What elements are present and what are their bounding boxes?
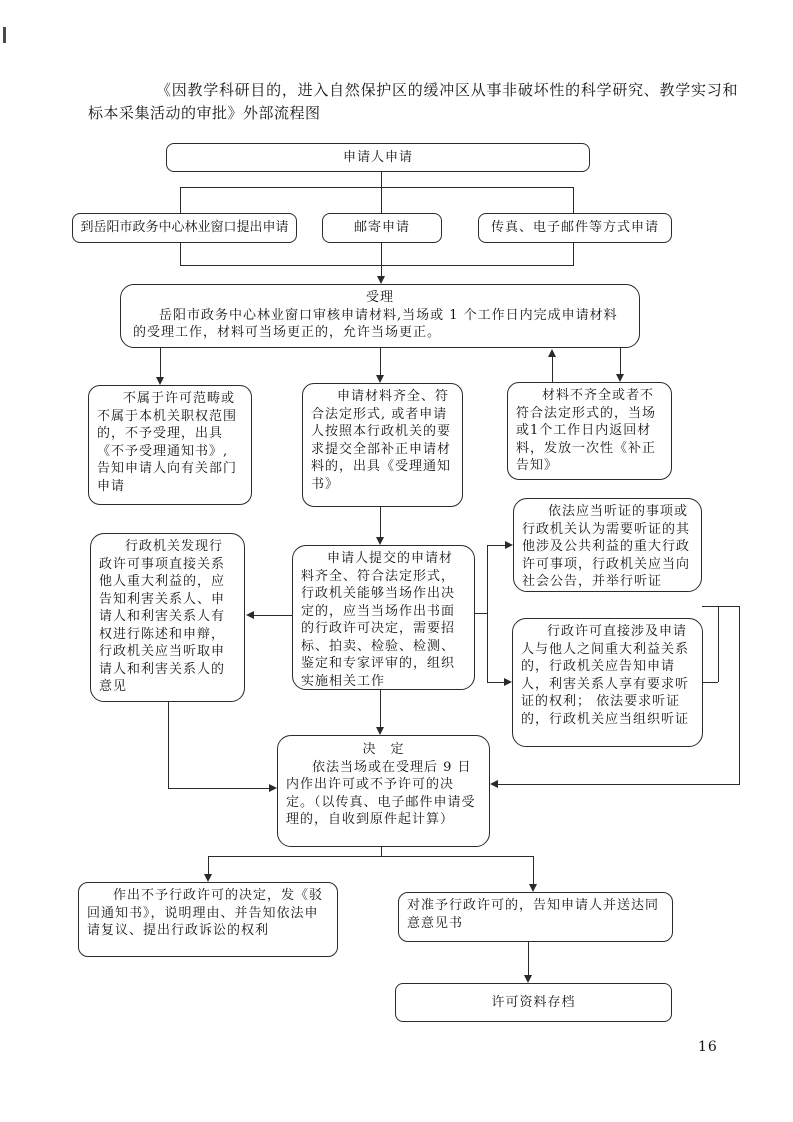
node-archive <box>395 983 672 1022</box>
connector-line <box>739 606 740 784</box>
page-number: 16 <box>698 1039 718 1055</box>
connector-line <box>253 615 292 616</box>
arrow-left-icon <box>246 611 254 619</box>
connector-line <box>487 682 505 683</box>
node-decision-title: 决 定 <box>362 742 405 757</box>
connector-line <box>703 682 718 683</box>
node-public-hearing <box>513 498 702 592</box>
connector-line <box>718 606 719 682</box>
connector-line <box>168 702 169 788</box>
node-interested-party-hearing <box>512 618 703 747</box>
arrow-down-icon <box>377 276 385 284</box>
arrow-down-icon <box>204 874 212 882</box>
arrow-down-icon <box>156 377 164 385</box>
connector-line <box>533 856 534 885</box>
node-accept <box>120 284 640 348</box>
arrow-down-icon <box>376 375 384 383</box>
arrow-right-icon <box>269 784 277 792</box>
connector-line <box>528 942 529 976</box>
node-label: 不属于许可范畴或不属于本机关职权范围的，不予受理，出具《不予受理通知书》, 告知申请人向有关部门申请 <box>97 391 238 494</box>
node-not-accepted <box>88 385 252 505</box>
connector-line <box>487 545 506 546</box>
connector-line <box>573 187 574 213</box>
node-label: 传真、电子邮件等方式申请 <box>490 220 659 236</box>
connector-line <box>381 243 382 265</box>
node-decision-body: 依法当场或在受理后 9 日内作出许可或不予许可的决定。（以传真、电子邮件申请受理的，自收到原件起计算） <box>286 759 476 827</box>
arrow-down-icon <box>376 537 384 545</box>
node-decision <box>277 735 490 847</box>
connector-line <box>381 172 382 187</box>
node-label: 申请人申请 <box>342 149 413 165</box>
node-applicant-apply <box>166 143 590 172</box>
node-label: 到岳阳市政务中心林业窗口提出申请 <box>80 220 289 236</box>
connector-line <box>380 507 381 538</box>
node-channel-fax-email <box>478 213 672 243</box>
connector-line <box>498 784 740 785</box>
node-accepted-notice <box>302 383 463 507</box>
arrow-down-icon <box>616 374 624 382</box>
node-label: 作出不予行政许可的决定，发《驳回通知书》，说明理由、并告知依法申请复议、提出行政诉讼的权利 <box>87 888 324 938</box>
node-approve-decision <box>398 892 673 942</box>
connector-line <box>160 348 161 378</box>
arrow-down-icon <box>529 884 537 892</box>
arrow-down-icon <box>376 727 384 735</box>
node-label: 材料不齐全或者不符合法定形式的，当场或1个工作日内返回材料，发放一次性《补正告知》 <box>516 388 657 473</box>
connector-line <box>573 243 574 265</box>
node-label: 申请材料齐全、符合法定形式, 或者申请人按照本行政机关的要求提交全部补正申请材料的，出具《受理通知书》 <box>311 389 452 492</box>
node-label: 许可资料存档 <box>491 994 576 1010</box>
node-deny-decision <box>78 882 338 957</box>
connector-line <box>702 606 740 607</box>
connector-line <box>168 788 270 789</box>
connector-line <box>180 243 181 265</box>
page-title: 《因教学科研目的，进入自然保护区的缓冲区从事非破坏性的科学研究、教学实习和标本采集活动的审批》外部流程图 <box>88 81 738 122</box>
node-stakeholder-rights <box>90 533 245 702</box>
node-label: 行政许可直接涉及申请人与他人之间重大利益关系的，行政机关应告知申请人，利害关系人享有要求听证的权利； 依法要求听证的，行政机关应当组织听证 <box>521 624 690 727</box>
connector-line <box>381 187 382 213</box>
node-channel-window <box>72 213 297 243</box>
arrow-right-icon <box>505 541 513 549</box>
node-accept-body: 岳阳市政务中心林业窗口审核申请材料,当场或 1 个工作日内完成申请材料的受理工作，材料可当场更正的，允许当场更正。 <box>133 307 618 340</box>
node-channel-mail <box>322 213 442 243</box>
connector-line <box>180 187 574 188</box>
arrow-down-icon <box>524 975 532 983</box>
connector-line <box>208 856 209 875</box>
connector-line <box>180 265 574 266</box>
node-label: 邮寄申请 <box>353 220 410 236</box>
connector-line <box>552 357 553 382</box>
node-label: 申请人提交的申请材料齐全、符合法定形式，行政机关能够当场作出决定的，应当当场作出书面的行政许可决定，需要招标、拍卖、检验、检测、鉴定和专家评审的，组织实施相关工作 <box>301 551 456 689</box>
connector-line <box>620 348 621 375</box>
connector-line <box>208 856 534 857</box>
node-label: 行政机关发现行政许可事项直接关系他人重大利益的，应告知利害关系人、申请人和利害关系人有权进行陈述和申辩，行政机关应当听取申请人和利害关系人的意见 <box>99 539 226 694</box>
arrow-left-icon <box>490 780 498 788</box>
connector-line <box>487 545 488 682</box>
connector-line <box>180 187 181 213</box>
connector-line <box>380 690 381 728</box>
node-onsite-review <box>292 545 475 690</box>
node-label: 依法应当听证的事项或行政机关认为需要听证的其他涉及公共利益的重大行政许可事项，行政机关应当向社会公告，并举行听证 <box>522 504 691 589</box>
connector-line <box>380 348 381 376</box>
node-incomplete-materials <box>507 382 672 480</box>
arrow-right-icon <box>504 678 512 686</box>
scan-artifact <box>3 27 6 43</box>
arrow-up-icon <box>548 349 556 357</box>
node-label: 对准予行政许可的，告知申请人并送达同意意见书 <box>407 898 660 931</box>
node-accept-title: 受理 <box>365 290 394 305</box>
